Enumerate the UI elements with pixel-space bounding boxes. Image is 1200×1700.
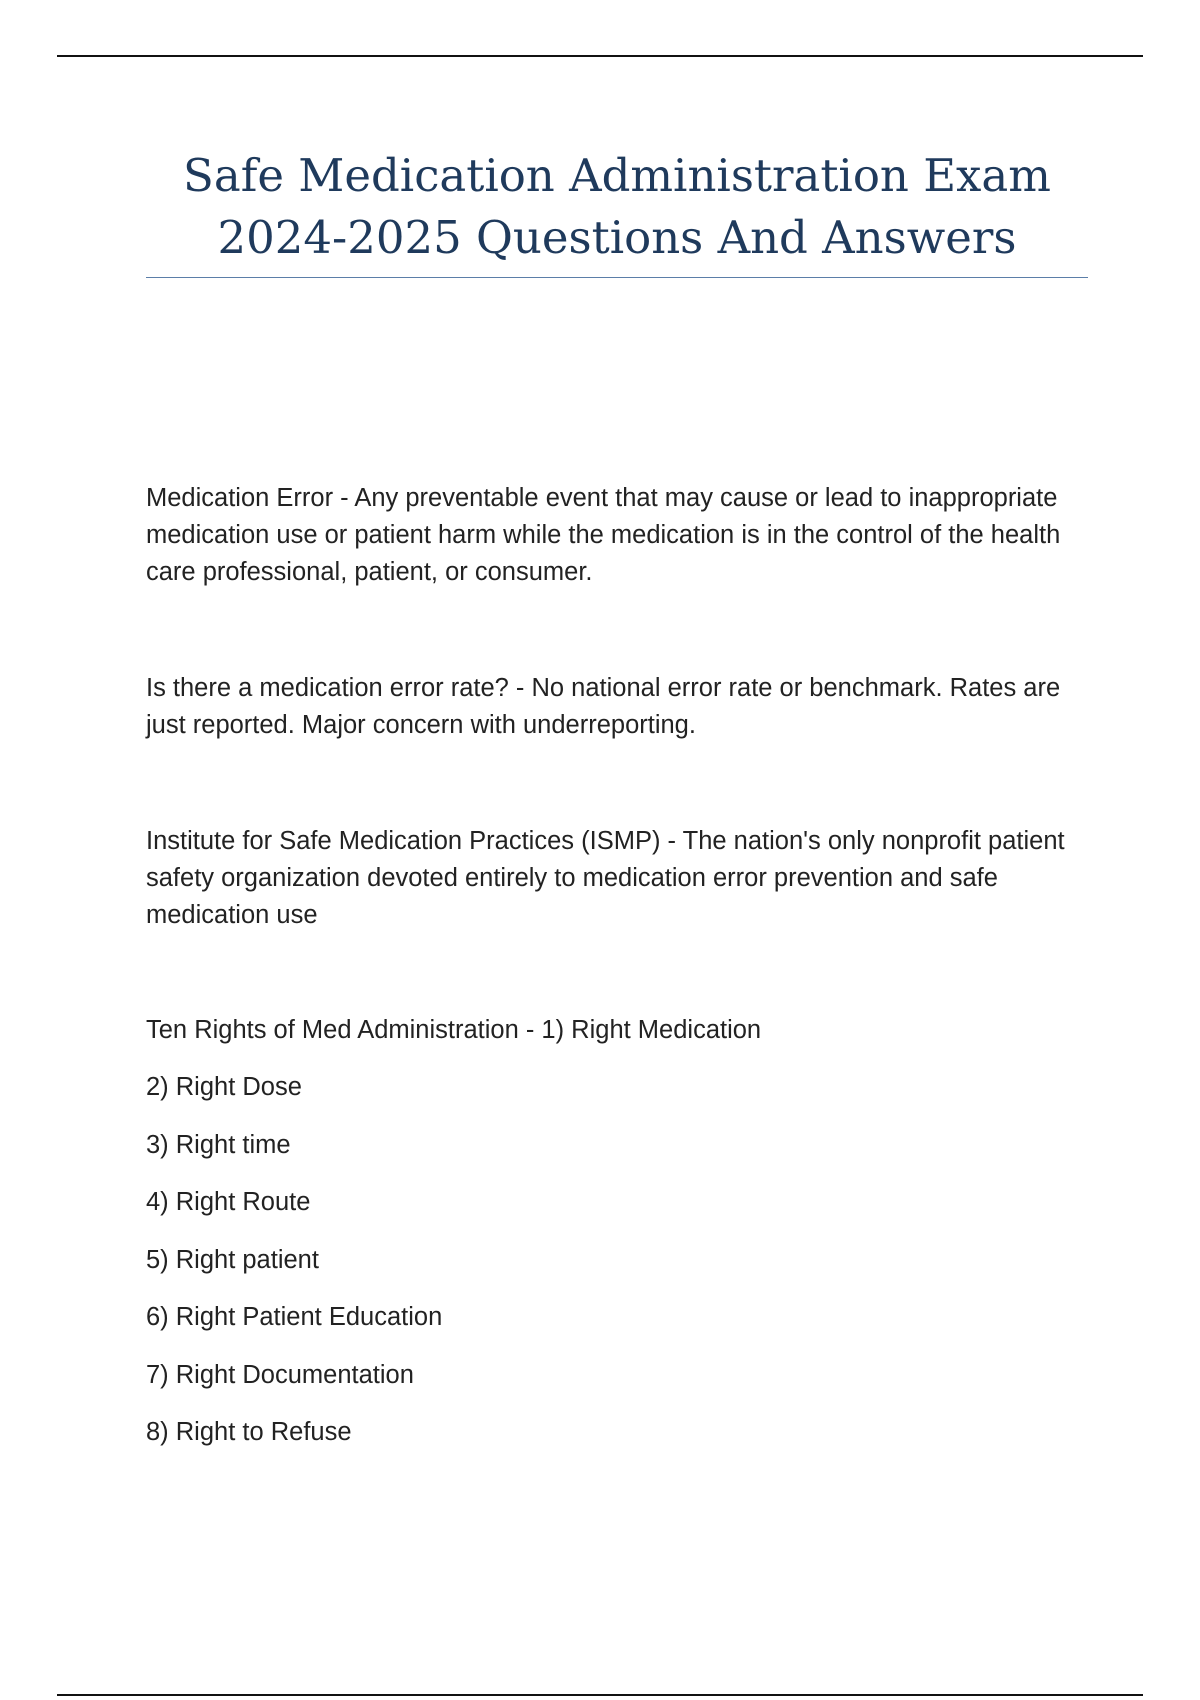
footer-rule [57, 1694, 1143, 1696]
list-item: 5) Right patient [146, 1246, 319, 1274]
page-title [146, 145, 1088, 269]
title-line-1: Safe Medication Administration Exam [183, 149, 1051, 202]
entry-ismp: Institute for Safe Medication Practices (ISMP) - The nation's only nonprofit patient safety organization devoted entirely to medication error prevention and safe medication use [146, 827, 1065, 929]
title-line-2: 2024-2025 Questions And Answers [217, 211, 1017, 264]
entry-ten-rights: Ten Rights of Med Administration - 1) Right Medication [146, 1016, 762, 1044]
list-item: 8) Right to Refuse [146, 1418, 352, 1446]
list-item: 7) Right Documentation [146, 1361, 414, 1389]
list-item: 6) Right Patient Education [146, 1303, 443, 1331]
header-rule [57, 55, 1143, 57]
title-underline [146, 277, 1088, 278]
entry-medication-error: Medication Error - Any preventable event that may cause or lead to inappropriate medication use or patient harm while the medication is in the control of the health care professional, patient, or consumer. [146, 484, 1061, 586]
list-item: 4) Right Route [146, 1188, 311, 1216]
list-item: 2) Right Dose [146, 1073, 302, 1101]
list-item: 3) Right time [146, 1131, 291, 1159]
entry-error-rate: Is there a medication error rate? - No national error rate or benchmark. Rates are just reported. Major concern with underreporting. [146, 674, 1061, 739]
